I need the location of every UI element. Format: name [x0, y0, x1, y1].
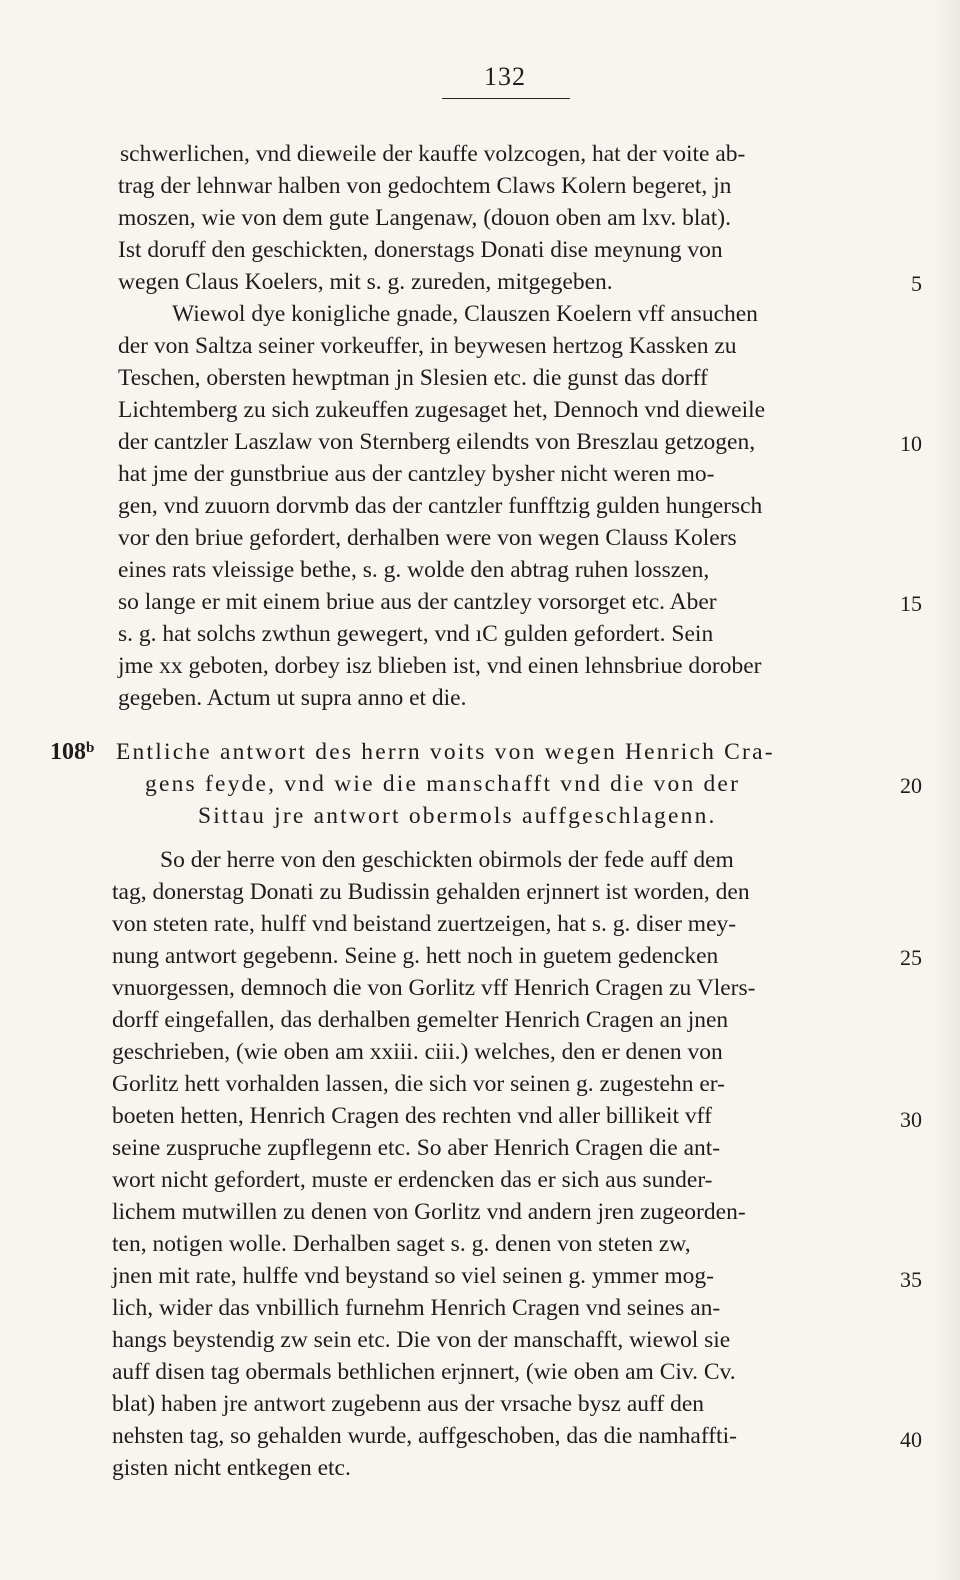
text-line: boeten hetten, Henrich Cragen des rechten vnd aller billikeit vff — [112, 1103, 712, 1129]
text-line: hangs beystendig zw sein etc. Die von der manschafft, wiewol sie — [112, 1327, 731, 1353]
text-line: Lichtemberg zu sich zukeuffen zugesaget het, Dennoch vnd dieweile — [118, 397, 766, 423]
header-rule — [442, 98, 570, 99]
text-line: gisten nicht entkegen etc. — [112, 1455, 351, 1481]
text-line: gegeben. Actum ut supra anno et die. — [118, 685, 467, 711]
text-line: trag der lehnwar halben von gedochtem Claws Kolern begeret, jn — [118, 173, 732, 199]
line-number: 5 — [911, 271, 922, 296]
text-line: dorff eingefallen, das derhalben gemelter Henrich Cragen an jnen — [112, 1007, 729, 1033]
text-line: Gorlitz hett vorhalden lassen, die sich vor seinen g. zugestehn er- — [112, 1071, 725, 1097]
margin-folio-suffix: b — [86, 740, 95, 756]
text-line: Wiewol dye konigliche gnade, Clauszen Koelern vff ansuchen — [172, 301, 758, 327]
text-line: auff disen tag obermals bethlichen erjnnert, (wie oben am Civ. Cv. — [112, 1359, 736, 1385]
section-heading-line: gens feyde, vnd wie die manschafft vnd die von der — [145, 771, 741, 797]
text-line: von steten rate, hulff vnd beistand zuertzeigen, hat s. g. diser mey- — [112, 911, 737, 937]
text-line: nehsten tag, so gehalden wurde, auffgeschoben, das die namhaffti- — [112, 1423, 737, 1449]
line-number: 25 — [900, 945, 922, 970]
text-line: vnuorgessen, demnoch die von Gorlitz vff Henrich Cragen zu Vlers- — [112, 975, 756, 1001]
text-line: lich, wider das vnbillich furnehm Henrich Cragen vnd seines an- — [112, 1295, 721, 1321]
text-line: geschrieben, (wie oben am xxiii. ciii.) welches, den er denen von — [112, 1039, 723, 1065]
line-number: 35 — [900, 1267, 922, 1292]
text-line: lichem mutwillen zu denen von Gorlitz vnd andern jren zugeorden- — [112, 1199, 746, 1225]
margin-folio-number: 108 — [50, 739, 86, 765]
text-line: schwerlichen, vnd dieweile der kauffe volzcogen, hat der voite ab- — [120, 141, 746, 167]
page-number: 132 — [484, 62, 526, 91]
text-line: vor den briue gefordert, derhalben were von wegen Clauss Kolers — [118, 525, 737, 551]
text-line: wort nicht gefordert, muste er erdencken das er sich aus sunder- — [112, 1167, 713, 1193]
page-edge-shadow — [932, 0, 960, 1580]
line-number: 30 — [900, 1107, 922, 1132]
text-line: ten, notigen wolle. Derhalben saget s. g. denen von steten zw, — [112, 1231, 691, 1257]
text-line: wegen Claus Koelers, mit s. g. zureden, mitgegeben. — [118, 269, 613, 295]
text-line: hat jme der gunstbriue aus der cantzley bysher nicht weren mo- — [118, 461, 715, 487]
text-line: jme xx geboten, dorbey isz blieben ist, vnd einen lehnsbriue dorober — [118, 653, 762, 679]
text-line: Ist doruff den geschickten, donerstags Donati dise meynung von — [118, 237, 723, 263]
text-line: tag, donerstag Donati zu Budissin gehalden erjnnert ist worden, den — [112, 879, 750, 905]
text-line: jnen mit rate, hulffe vnd beystand so viel seinen g. ymmer mog- — [112, 1263, 714, 1289]
section-heading-line: Sittau jre antwort obermols auffgeschlagenn. — [198, 803, 717, 829]
line-number: 20 — [900, 773, 922, 798]
section-heading-line: Entliche antwort des herrn voits von wegen Henrich Cra- — [116, 739, 775, 765]
text-line: der cantzler Laszlaw von Sternberg eilendts von Breszlau getzogen, — [118, 429, 756, 455]
text-line: s. g. hat solchs zwthun gewegert, vnd ıC gulden gefordert. Sein — [118, 621, 714, 647]
text-line: blat) haben jre antwort zugebenn aus der vrsache bysz auff den — [112, 1391, 705, 1417]
margin-folio-note — [50, 732, 94, 764]
text-line: eines rats vleissige bethe, s. g. wolde den abtrag ruhen losszen, — [118, 557, 710, 583]
text-line: so lange er mit einem briue aus der cantzley vorsorget etc. Aber — [118, 589, 717, 615]
line-number: 40 — [900, 1427, 922, 1452]
line-number: 10 — [900, 431, 922, 456]
text-line: Teschen, obersten hewptman jn Slesien etc. die gunst das dorff — [118, 365, 708, 391]
text-line: So der herre von den geschickten obirmols der fede auff dem — [160, 847, 734, 873]
text-line: moszen, wie von dem gute Langenaw, (douon oben am lxv. blat). — [118, 205, 732, 231]
text-line: seine zuspruche zupflegenn etc. So aber Henrich Cragen die ant- — [112, 1135, 721, 1161]
line-number: 15 — [900, 591, 922, 616]
text-line: der von Saltza seiner vorkeuffer, in beywesen hertzog Kassken zu — [118, 333, 737, 359]
text-line: nung antwort gegebenn. Seine g. hett noch in guetem gedencken — [112, 943, 719, 969]
text-line: gen, vnd zuuorn dorvmb das der cantzler funfftzig gulden hungersch — [118, 493, 763, 519]
